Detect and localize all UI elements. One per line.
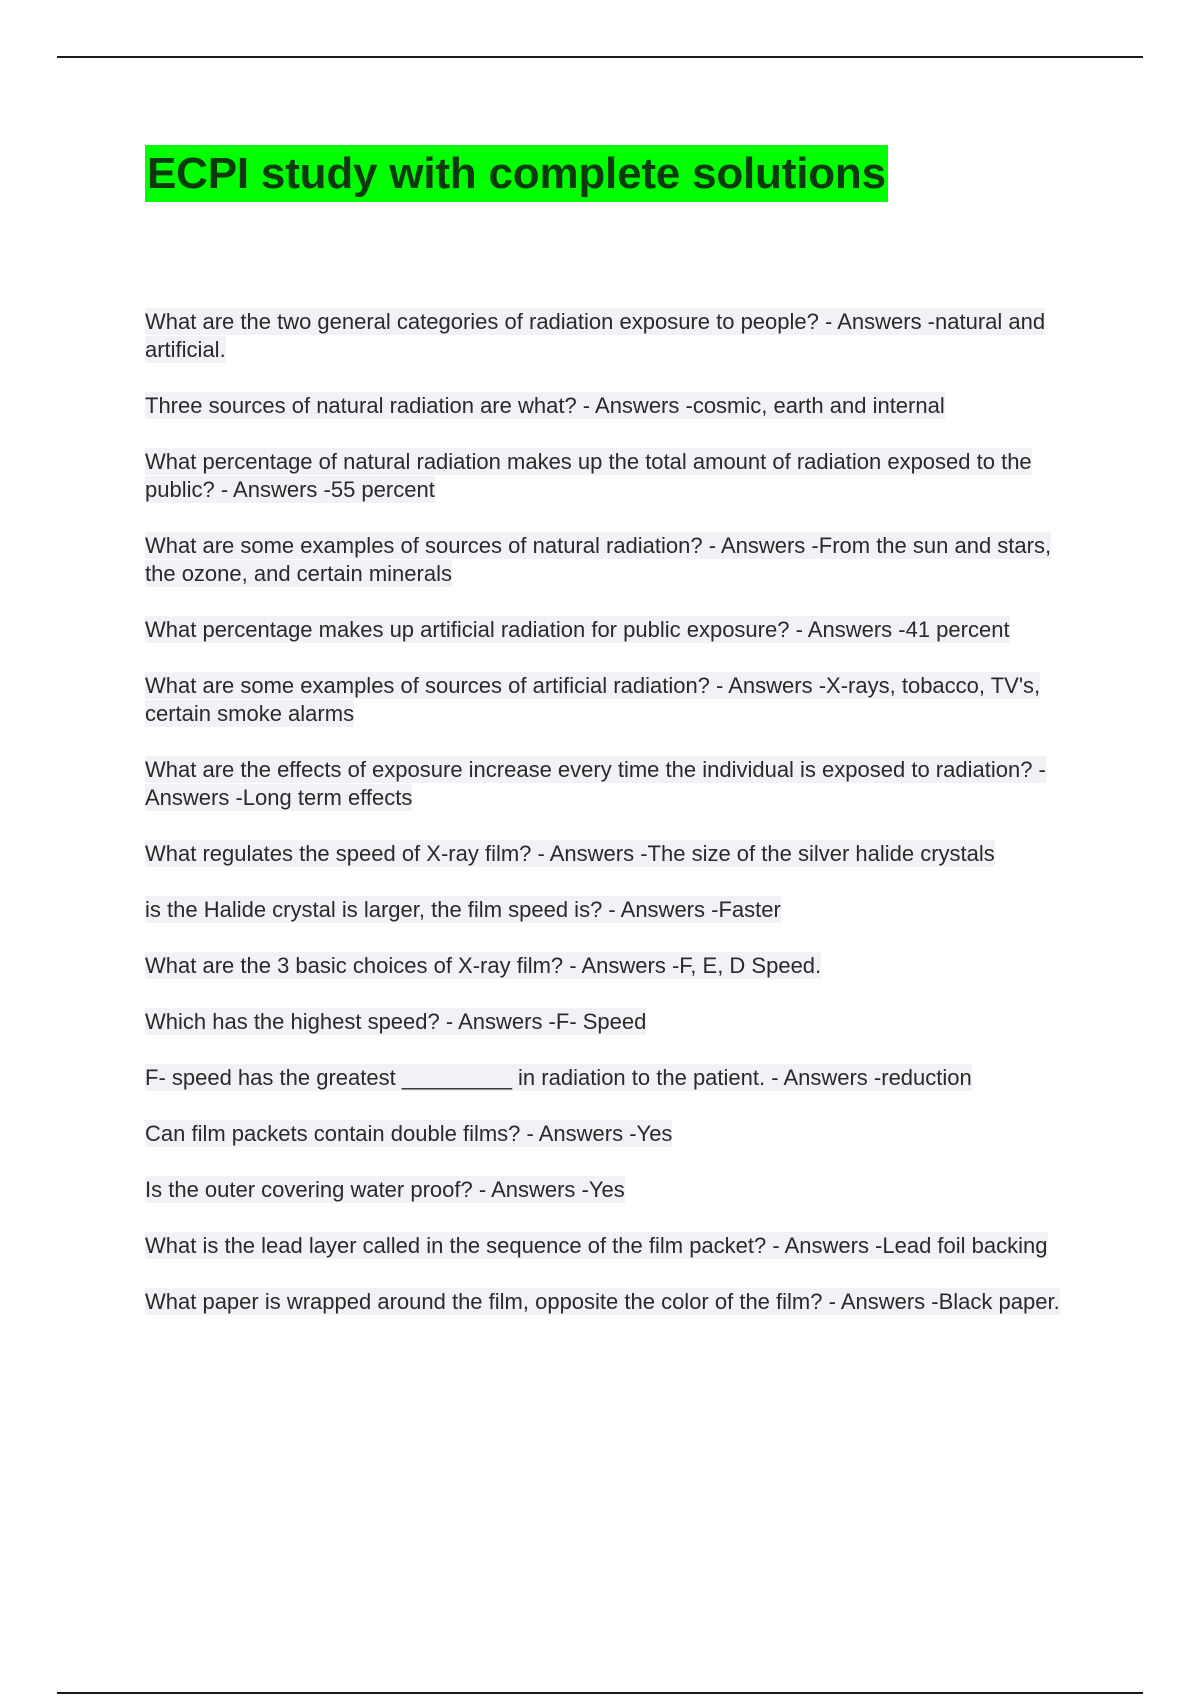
qa-item — [145, 532, 1085, 588]
qa-text: Which has the highest speed? - Answers -F- Speed — [145, 1009, 647, 1034]
title-block — [145, 145, 888, 202]
document-title: ECPI study with complete solutions — [145, 145, 888, 202]
qa-item — [145, 1288, 1085, 1316]
qa-item — [145, 308, 1085, 364]
qa-item — [145, 448, 1085, 504]
qa-text: What paper is wrapped around the film, opposite the color of the film? - Answers -Black paper. — [145, 1289, 1060, 1314]
qa-item — [145, 840, 1085, 868]
qa-item — [145, 392, 1085, 420]
qa-item — [145, 1176, 1085, 1204]
qa-item — [145, 1120, 1085, 1148]
qa-text: What percentage of natural radiation makes up the total amount of radiation exposed to the public? - Answers -55 percent — [145, 449, 1032, 502]
qa-item — [145, 672, 1085, 728]
qa-item — [145, 1232, 1085, 1260]
qa-item — [145, 1064, 1085, 1092]
qa-text: What percentage makes up artificial radiation for public exposure? - Answers -41 percent — [145, 617, 1010, 642]
qa-text: What are some examples of sources of artificial radiation? - Answers -X-rays, tobacco, TV's, certain smoke alarms — [145, 673, 1041, 726]
qa-item — [145, 1008, 1085, 1036]
qa-item — [145, 756, 1085, 812]
bottom-divider — [57, 1692, 1143, 1694]
qa-item — [145, 952, 1085, 980]
qa-text: What regulates the speed of X-ray film? - Answers -The size of the silver halide crystals — [145, 841, 995, 866]
qa-text: What are the effects of exposure increase every time the individual is exposed to radiation? - Answers -Long term effects — [145, 757, 1046, 810]
qa-text: What are the two general categories of radiation exposure to people? - Answers -natural and artificial. — [145, 309, 1046, 362]
qa-text: Is the outer covering water proof? - Answers -Yes — [145, 1177, 625, 1202]
qa-list — [145, 308, 1085, 1344]
qa-item — [145, 896, 1085, 924]
qa-item — [145, 616, 1085, 644]
qa-text: F- speed has the greatest _________ in radiation to the patient. - Answers -reduction — [145, 1065, 972, 1090]
top-divider — [57, 56, 1143, 58]
qa-text: Can film packets contain double films? - Answers -Yes — [145, 1121, 673, 1146]
qa-text: What is the lead layer called in the sequence of the film packet? - Answers -Lead foil backing — [145, 1233, 1048, 1258]
qa-text: What are the 3 basic choices of X-ray film? - Answers -F, E, D Speed. — [145, 953, 822, 978]
qa-text: Three sources of natural radiation are what? - Answers -cosmic, earth and internal — [145, 393, 945, 418]
qa-text: What are some examples of sources of natural radiation? - Answers -From the sun and stars, the ozone, and certain minerals — [145, 533, 1052, 586]
qa-text: is the Halide crystal is larger, the film speed is? - Answers -Faster — [145, 897, 781, 922]
